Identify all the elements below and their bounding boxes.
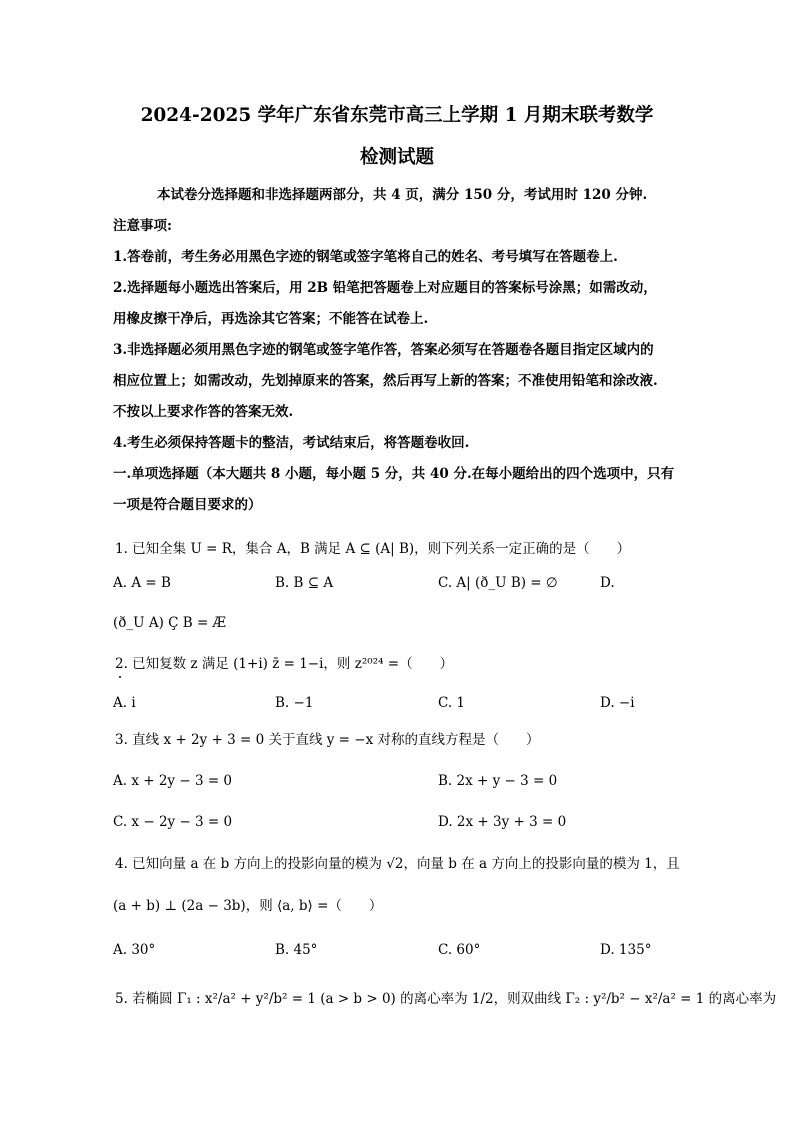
exam-title-line2: 检测试题: [359, 147, 434, 168]
question-1-option-a: A. A = B: [113, 575, 171, 591]
note-item-2-cont: 用橡皮擦干净后，再选涂其它答案；不能答在试卷上.: [113, 311, 429, 327]
question-2-option-a: A. i: [113, 695, 136, 711]
section-heading-line2: 一项是符合题目要求的）: [113, 497, 262, 513]
question-1-option-d: D.: [600, 575, 615, 591]
question-2-stem: 2. 已知复数 z 满足 (1+i) z̄ = 1−i，则 z²⁰²⁴ =（ ）: [115, 656, 454, 672]
question-3-option-c: C. x − 2y − 3 = 0: [113, 814, 233, 830]
note-item-3-end: 不按以上要求作答的答案无效.: [113, 404, 294, 420]
stray-dot: [119, 676, 121, 678]
question-4-stem-cont: (a + b) ⊥ (2a − 3b)，则 ⟨a, b⟩ =（ ）: [113, 898, 383, 914]
question-3-stem: 3. 直线 x + 2y + 3 = 0 关于直线 y = −x 对称的直线方程是（ ）: [115, 732, 540, 748]
question-1-option-c: C. A| (ð_U B) = ∅: [438, 575, 558, 591]
question-3-option-b: B. 2x + y − 3 = 0: [438, 773, 558, 789]
question-1-option-b: B. B ⊆ A: [275, 575, 334, 591]
question-4-option-d: D. 135°: [600, 942, 652, 958]
note-item-4: 4.考生必须保持答题卡的整洁，考试结束后，将答题卷收回.: [113, 435, 470, 451]
question-5-stem: 5. 若椭圆 Γ₁ : x²/a² + y²/b² = 1 (a > b > 0) 的离心率为 1/2，则双曲线 Γ₂ : y²/b² − x²/a² = 1 的离心率为: [115, 991, 777, 1007]
question-1-option-d-content: (ð_U A) Ç B = Æ: [113, 615, 227, 631]
exam-title-line1: 2024-2025 学年广东省东莞市高三上学期 1 月期末联考数学: [140, 105, 654, 126]
note-item-3-cont: 相应位置上；如需改动，先划掉原来的答案，然后再写上新的答案；不准使用铅笔和涂改液.: [113, 373, 658, 389]
exam-intro: 本试卷分选择题和非选择题两部分，共 4 页，满分 150 分，考试用时 120 分钟.: [157, 187, 648, 203]
note-item-1: 1.答卷前，考生务必用黑色字迹的钢笔或签字笔将自己的姓名、考号填写在答题卷上.: [113, 249, 618, 265]
note-item-3: 3.非选择题必须用黑色字迹的钢笔或签字笔作答，答案必须写在答题卷各题目指定区域内的: [113, 342, 654, 358]
question-4-option-a: A. 30°: [113, 942, 156, 958]
question-3-option-d: D. 2x + 3y + 3 = 0: [438, 814, 567, 830]
question-2-option-c: C. 1: [438, 695, 466, 711]
question-2-option-b: B. −1: [275, 695, 314, 711]
question-4-option-b: B. 45°: [275, 942, 318, 958]
question-1-stem: 1. 已知全集 U = R，集合 A，B 满足 A ⊆ (A| B)，则下列关系一定正确的是（ ）: [115, 541, 631, 557]
question-4-stem: 4. 已知向量 a 在 b 方向上的投影向量的模为 √2，向量 b 在 a 方向上的投影向量的模为 1，且: [115, 856, 680, 872]
section-heading-line1: 一.单项选择题（本大题共 8 小题，每小题 5 分，共 40 分.在每小题给出的四个选项中，只有: [113, 466, 675, 482]
question-4-option-c: C. 60°: [438, 942, 481, 958]
question-3-option-a: A. x + 2y − 3 = 0: [113, 773, 233, 789]
question-2-option-d: D. −i: [600, 695, 635, 711]
notes-heading: 注意事项:: [113, 218, 172, 234]
note-item-2: 2.选择题每小题选出答案后，用 2B 铅笔把答题卷上对应题目的答案标号涂黑；如需改动，: [113, 280, 657, 296]
